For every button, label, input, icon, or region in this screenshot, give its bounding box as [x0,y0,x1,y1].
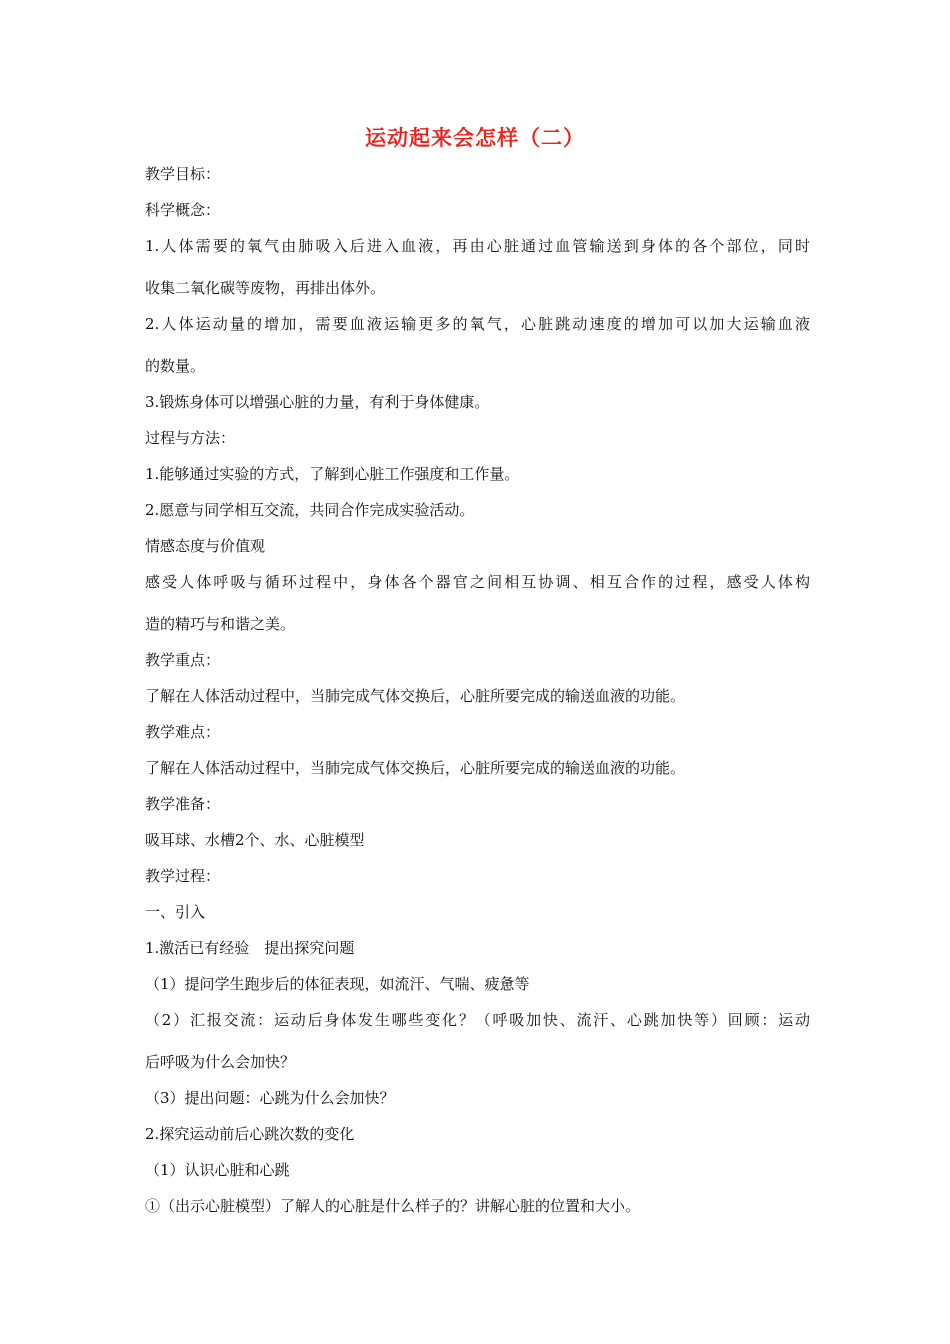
paragraph-line: 了解在人体活动过程中，当肺完成气体交换后，心脏所要完成的输送血液的功能。 [145,759,686,777]
list-item: （2）汇报交流：运动后身体发生哪些变化？（呼吸加快、流汗、心跳加快等）回顾：运动 [145,1011,810,1029]
heading-teaching-process: 教学过程： [145,867,221,885]
paragraph-line: 2.人体运动量的增加，需要血液运输更多的氧气，心脏跳动速度的增加可以加大运输血液 [145,315,810,333]
paragraph-line: 了解在人体活动过程中，当肺完成气体交换后，心脏所要完成的输送血液的功能。 [145,687,686,705]
heading-preparation: 教学准备： [145,795,221,813]
paragraph-line: 的数量。 [145,357,206,375]
paragraph-line: 造的精巧与和谐之美。 [145,615,296,633]
heading-attitude-values: 情感态度与价值观 [145,537,266,555]
section-heading: 一、引入 [145,903,206,921]
paragraph-line: 吸耳球、水槽2个、水、心脏模型 [145,831,365,849]
paragraph-line: 1.人体需要的氧气由肺吸入后进入血液，再由心脏通过血管输送到身体的各个部位，同时 [145,237,810,255]
list-item: （1）提问学生跑步后的体征表现，如流汗、气喘、疲惫等 [145,975,530,993]
heading-process-methods: 过程与方法： [145,429,236,447]
list-item: （3）提出问题：心跳为什么会加快？ [145,1089,395,1107]
list-item: （1）认识心脏和心跳 [145,1161,290,1179]
paragraph-line: 1.能够通过实验的方式，了解到心脏工作强度和工作量。 [145,465,520,483]
paragraph-line: 3.锻炼身体可以增强心脏的力量，有利于身体健康。 [145,393,490,411]
document-title: 运动起来会怎样（二） [365,126,585,150]
subsection-heading: 2.探究运动前后心跳次数的变化 [145,1125,355,1143]
list-item: ①（出示心脏模型）了解人的心脏是什么样子的？讲解心脏的位置和大小。 [145,1197,641,1215]
heading-teaching-goals: 教学目标： [145,165,221,183]
subsection-heading: 1.激活已有经验 提出探究问题 [145,939,355,957]
list-item-continuation: 后呼吸为什么会加快？ [145,1053,296,1071]
document-body [145,164,810,1232]
paragraph-line: 收集二氧化碳等废物，再排出体外。 [145,279,386,297]
paragraph-line: 2.愿意与同学相互交流，共同合作完成实验活动。 [145,501,475,519]
heading-key-points: 教学重点： [145,651,221,669]
heading-science-concepts: 科学概念： [145,201,221,219]
heading-difficulties: 教学难点： [145,723,221,741]
paragraph-line: 感受人体呼吸与循环过程中，身体各个器官之间相互协调、相互合作的过程，感受人体构 [145,573,810,591]
